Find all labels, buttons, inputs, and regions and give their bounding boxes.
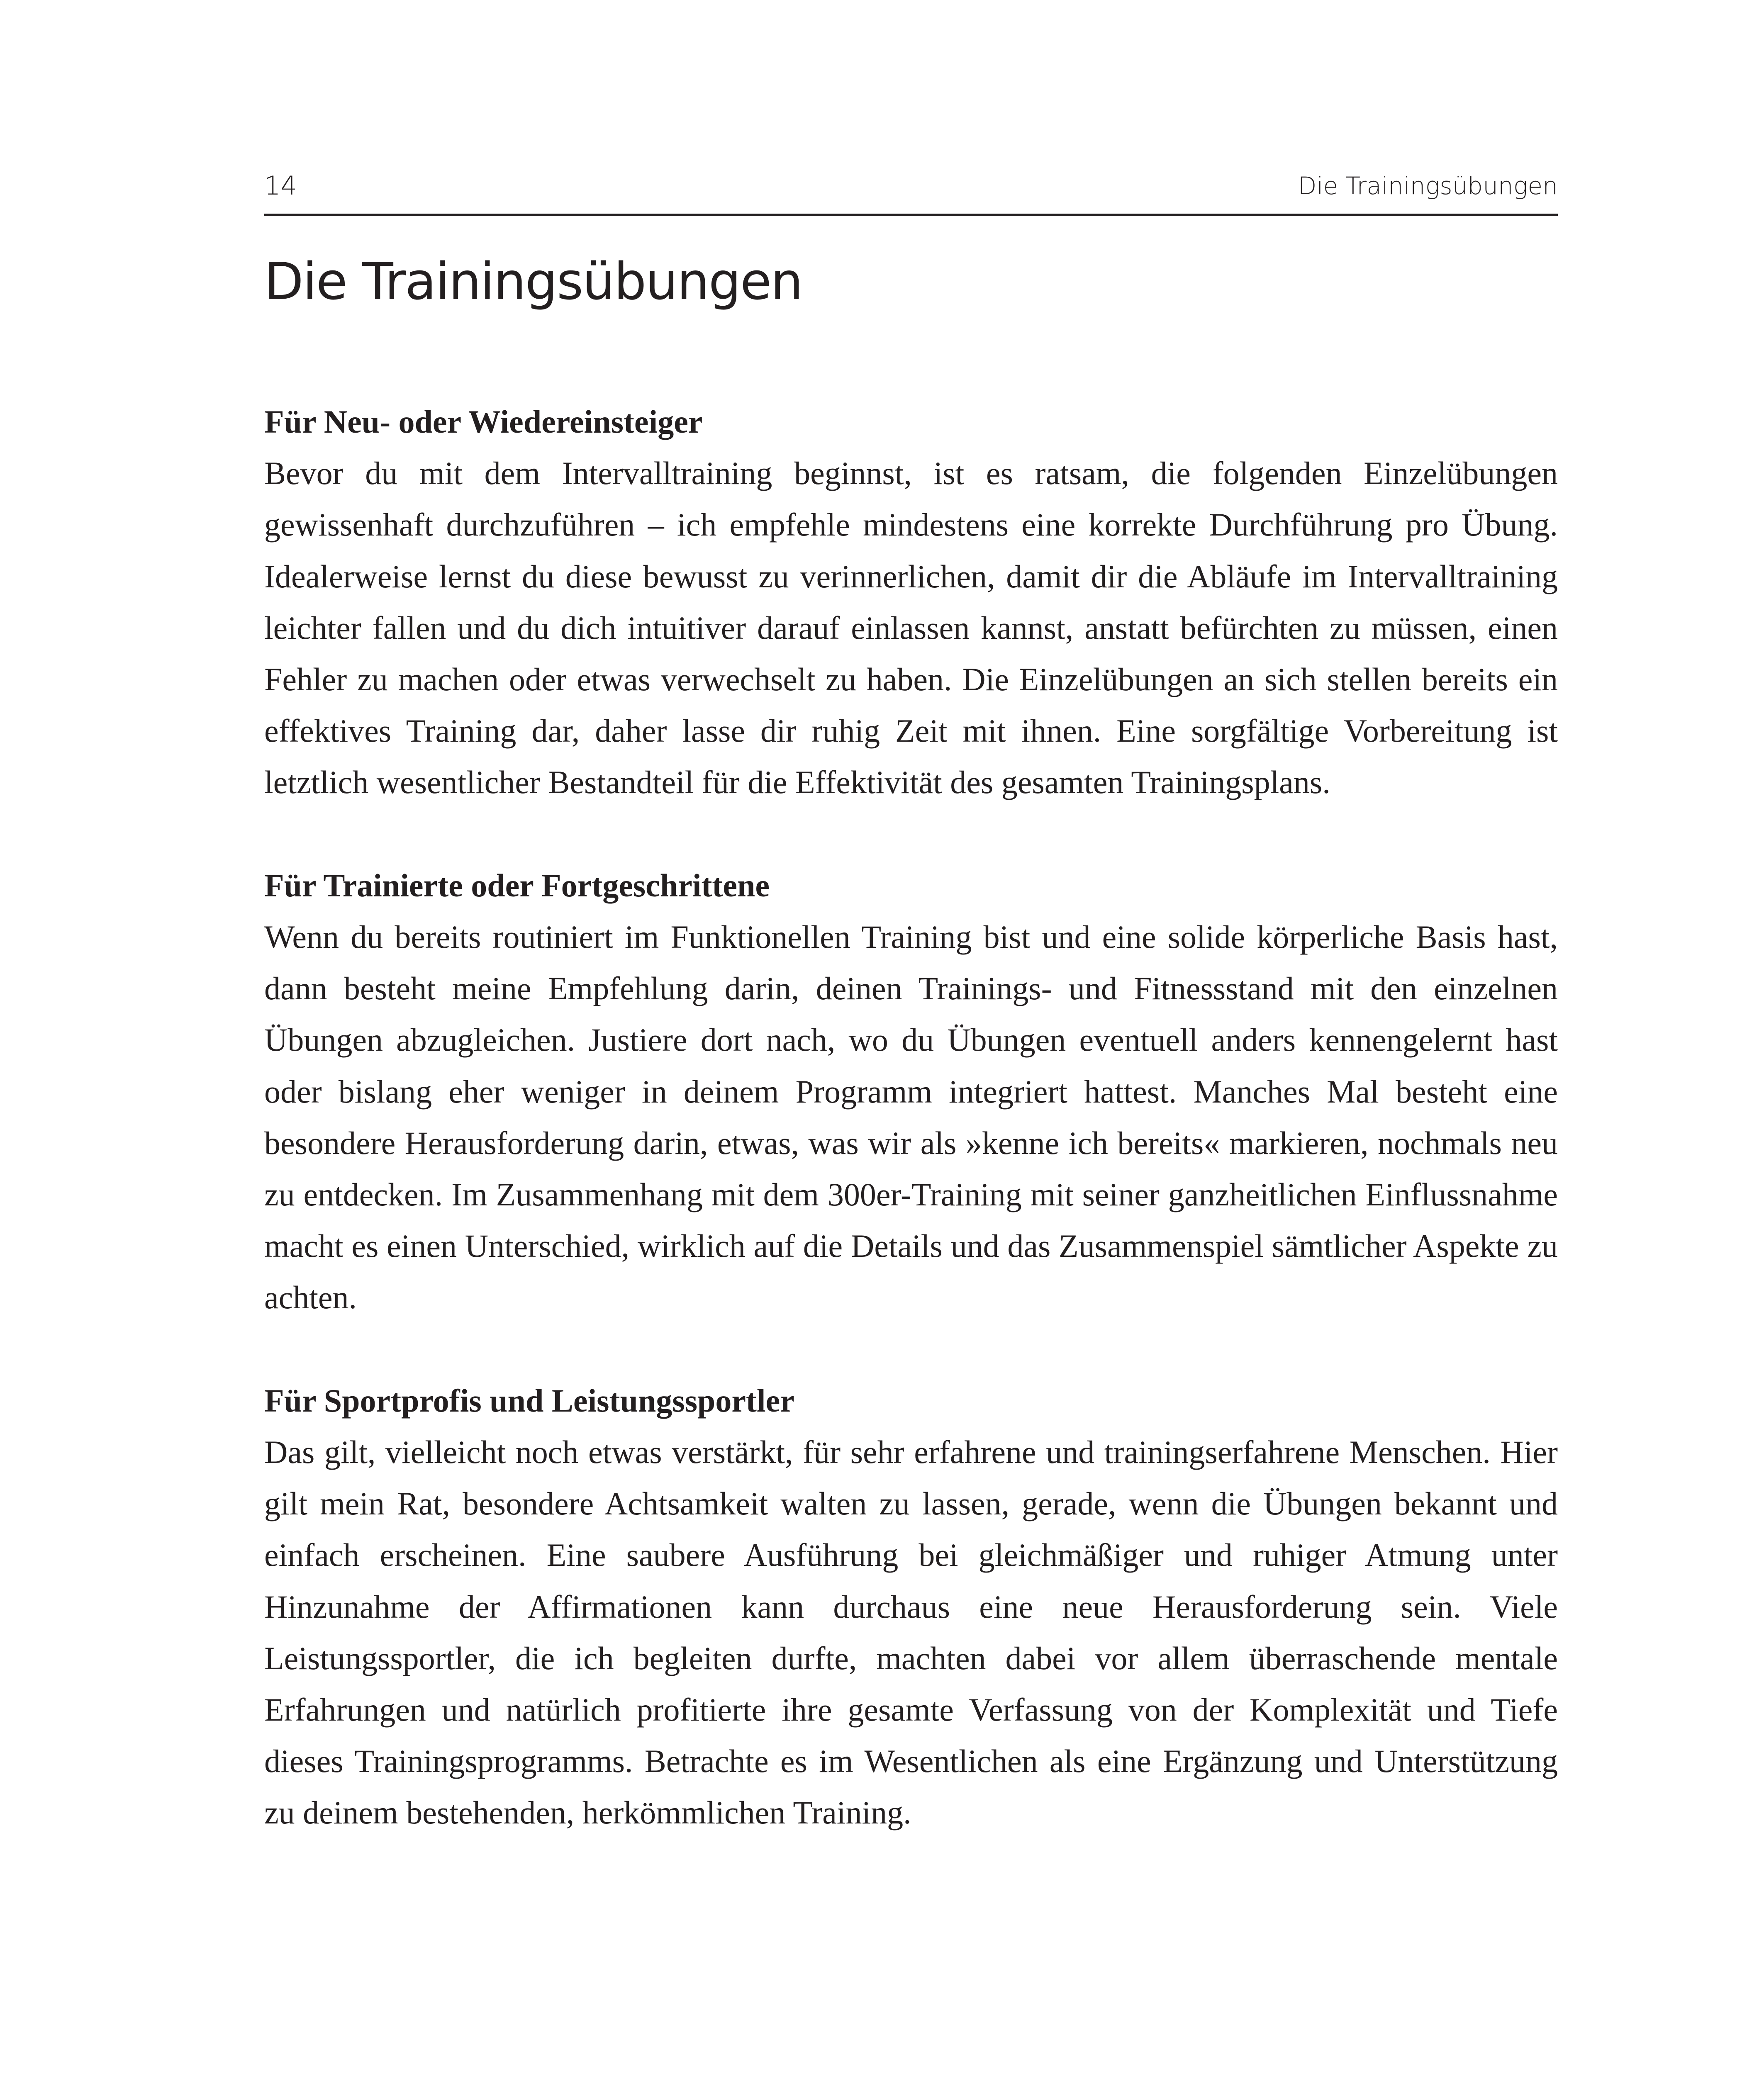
section-paragraph: Das gilt, vielleicht noch etwas verstärkt, für sehr erfahrene und trainingserfahrene Menschen. Hier gilt mein Rat, besondere Achtsamkeit walten zu lassen, gerade, wenn die Übungen bekannt und einfach erscheinen. Eine saubere Ausführung bei gleichmäßiger und ruhiger Atmung unter Hinzunahme der Affirmationen kann durchaus eine neue Herausforderung sein. Viele Leistungssportler, die ich begleiten durfte, machten dabei vor allem überraschende mentale Erfahrungen und natürlich profitierte ihre gesamte Verfassung von der Komplexität und Tiefe dieses Trainingsprogramms. Betrachte es im Wesentlichen als eine Ergänzung und Unterstützung zu deinem bestehenden, herkömmlichen Training. <box>264 1434 1558 1831</box>
section-heading: Für Trainierte oder Fortgeschrittene <box>264 867 770 903</box>
section-professionals <box>264 1375 1558 1839</box>
section-advanced <box>264 860 1558 1324</box>
page-number: 14 <box>264 170 297 201</box>
body-text <box>264 396 1558 1890</box>
section-heading: Für Sportprofis und Leistungssportler <box>264 1382 794 1419</box>
running-head <box>264 162 1558 216</box>
section-paragraph: Bevor du mit dem Intervalltraining beginnst, ist es ratsam, die folgenden Einzelübungen gewissenhaft durchzuführen – ich empfehle mindestens eine korrekte Durchführung pro Übung. Idealerweise lernst du diese bewusst zu verinnerlichen, damit dir die Abläufe im Intervalltraining leichter fallen und du dich intuitiver darauf einlassen kannst, anstatt befürchten zu müssen, einen Fehler zu machen oder etwas verwechselt zu haben. Die Einzelübungen an sich stellen bereits ein effektives Training dar, daher lasse dir ruhig Zeit mit ihnen. Eine sorgfältige Vorbereitung ist letztlich wesentlicher Bestandteil für die Effektivität des gesamten Trainingsplans. <box>264 455 1558 801</box>
chapter-title: Die Trainingsübungen <box>264 252 802 312</box>
section-beginners <box>264 396 1558 808</box>
running-title: Die Trainingsübungen <box>1298 172 1558 200</box>
section-heading: Für Neu- oder Wiedereinsteiger <box>264 404 703 440</box>
section-paragraph: Wenn du bereits routiniert im Funktionellen Training bist und eine solide körperliche Basis hast, dann besteht meine Empfehlung darin, deinen Trainings- und Fitnessstand mit den einzelnen Übungen abzugleichen. Justiere dort nach, wo du Übungen eventuell anders kennengelernt hast oder bislang eher weniger in deinem Programm integriert hattest. Manches Mal besteht eine besondere Herausforderung darin, etwas, was wir als »kenne ich bereits« markieren, nochmals neu zu entdecken. Im Zusammenhang mit dem 300er-Training mit seiner ganzheitlichen Einflussnahme macht es einen Unterschied, wirklich auf die Details und das Zusammenspiel sämtlicher Aspekte zu achten. <box>264 919 1558 1316</box>
